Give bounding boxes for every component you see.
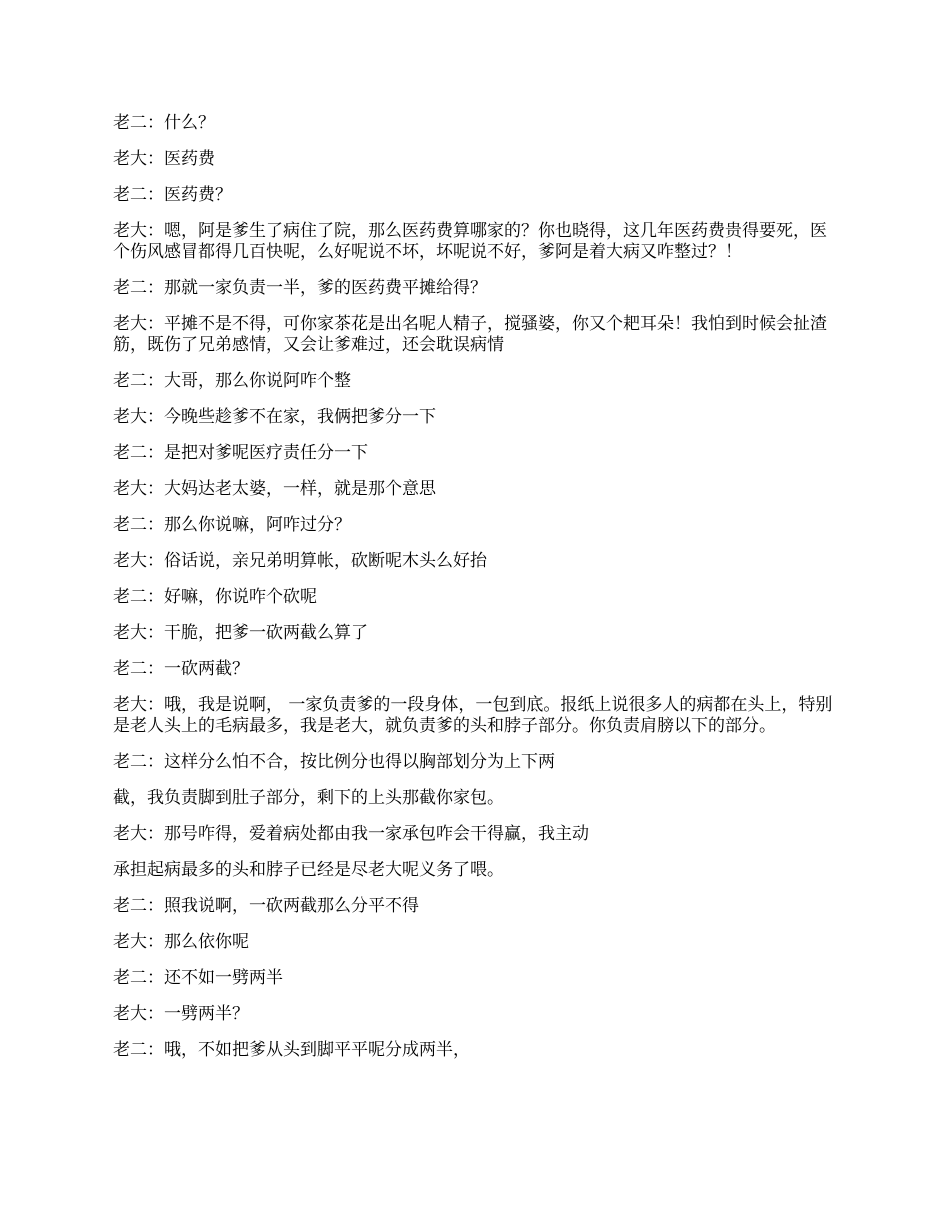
dialogue-line: 老二：那么你说嘛，阿咋过分？ — [113, 515, 351, 535]
dialogue-line: 老二：医药费？ — [113, 185, 232, 205]
dialogue-line: 老大：那号咋得，爱着病处都由我一家承包咋会干得赢，我主动 — [113, 824, 589, 844]
dialogue-line: 老二：什么？ — [113, 113, 215, 133]
dialogue-line: 老二：是把对爹呢医疗责任分一下 — [113, 443, 368, 463]
dialogue-line: 承担起病最多的头和脖子已经是尽老大呢义务了喂。 — [113, 860, 504, 880]
dialogue-line: 老二：这样分么怕不合，按比例分也得以胸部划分为上下两 — [113, 752, 555, 772]
dialogue-line: 老二：好嘛，你说咋个砍呢 — [113, 587, 317, 607]
dialogue-line: 老大：一劈两半？ — [113, 1004, 249, 1024]
dialogue-line: 老大：哦，我是说啊， 一家负责爹的一段身体，一包到底。报纸上说很多人的病都在头上，特别是老人头上的毛病最多，我是老大，就负责爹的头和脖子部分。你负责肩膀以下的部分。 — [113, 695, 833, 736]
dialogue-line: 老二：还不如一劈两半 — [113, 968, 283, 988]
dialogue-line: 老大：干脆，把爹一砍两截么算了 — [113, 623, 368, 643]
dialogue-line: 老二：那就一家负责一半，爹的医药费平摊给得？ — [113, 278, 487, 298]
dialogue-line: 老二：哦，不如把爹从头到脚平平呢分成两半， — [113, 1040, 470, 1060]
dialogue-line: 老大：平摊不是不得，可你家茶花是出名呢人精子，搅骚婆，你又个耙耳朵！我怕到时候会扯渣筋，既伤了兄弟感情，又会让爹难过，还会耽误病情 — [113, 314, 827, 355]
dialogue-line: 老二：大哥，那么你说阿咋个整 — [113, 371, 351, 391]
dialogue-line: 老二：一砍两截？ — [113, 659, 249, 679]
dialogue-line: 老大：大妈达老太婆，一样，就是那个意思 — [113, 479, 436, 499]
document-page — [113, 113, 843, 1076]
dialogue-line: 截，我负责脚到肚子部分，剩下的上头那截你家包。 — [113, 788, 504, 808]
dialogue-line: 老大：那么依你呢 — [113, 932, 249, 952]
dialogue-line: 老二：照我说啊，一砍两截那么分平不得 — [113, 896, 419, 916]
dialogue-line: 老大：嗯，阿是爹生了病住了院，那么医药费算哪家的？你也晓得，这几年医药费贵得要死，医个伤风感冒都得几百快呢，么好呢说不坏，坏呢说不好，爹阿是着大病又咋整过？！ — [113, 221, 827, 262]
dialogue-line: 老大：俗话说，亲兄弟明算帐，砍断呢木头么好抬 — [113, 551, 487, 571]
dialogue-line: 老大：今晚些趁爹不在家，我俩把爹分一下 — [113, 407, 436, 427]
dialogue-line: 老大：医药费 — [113, 149, 215, 169]
